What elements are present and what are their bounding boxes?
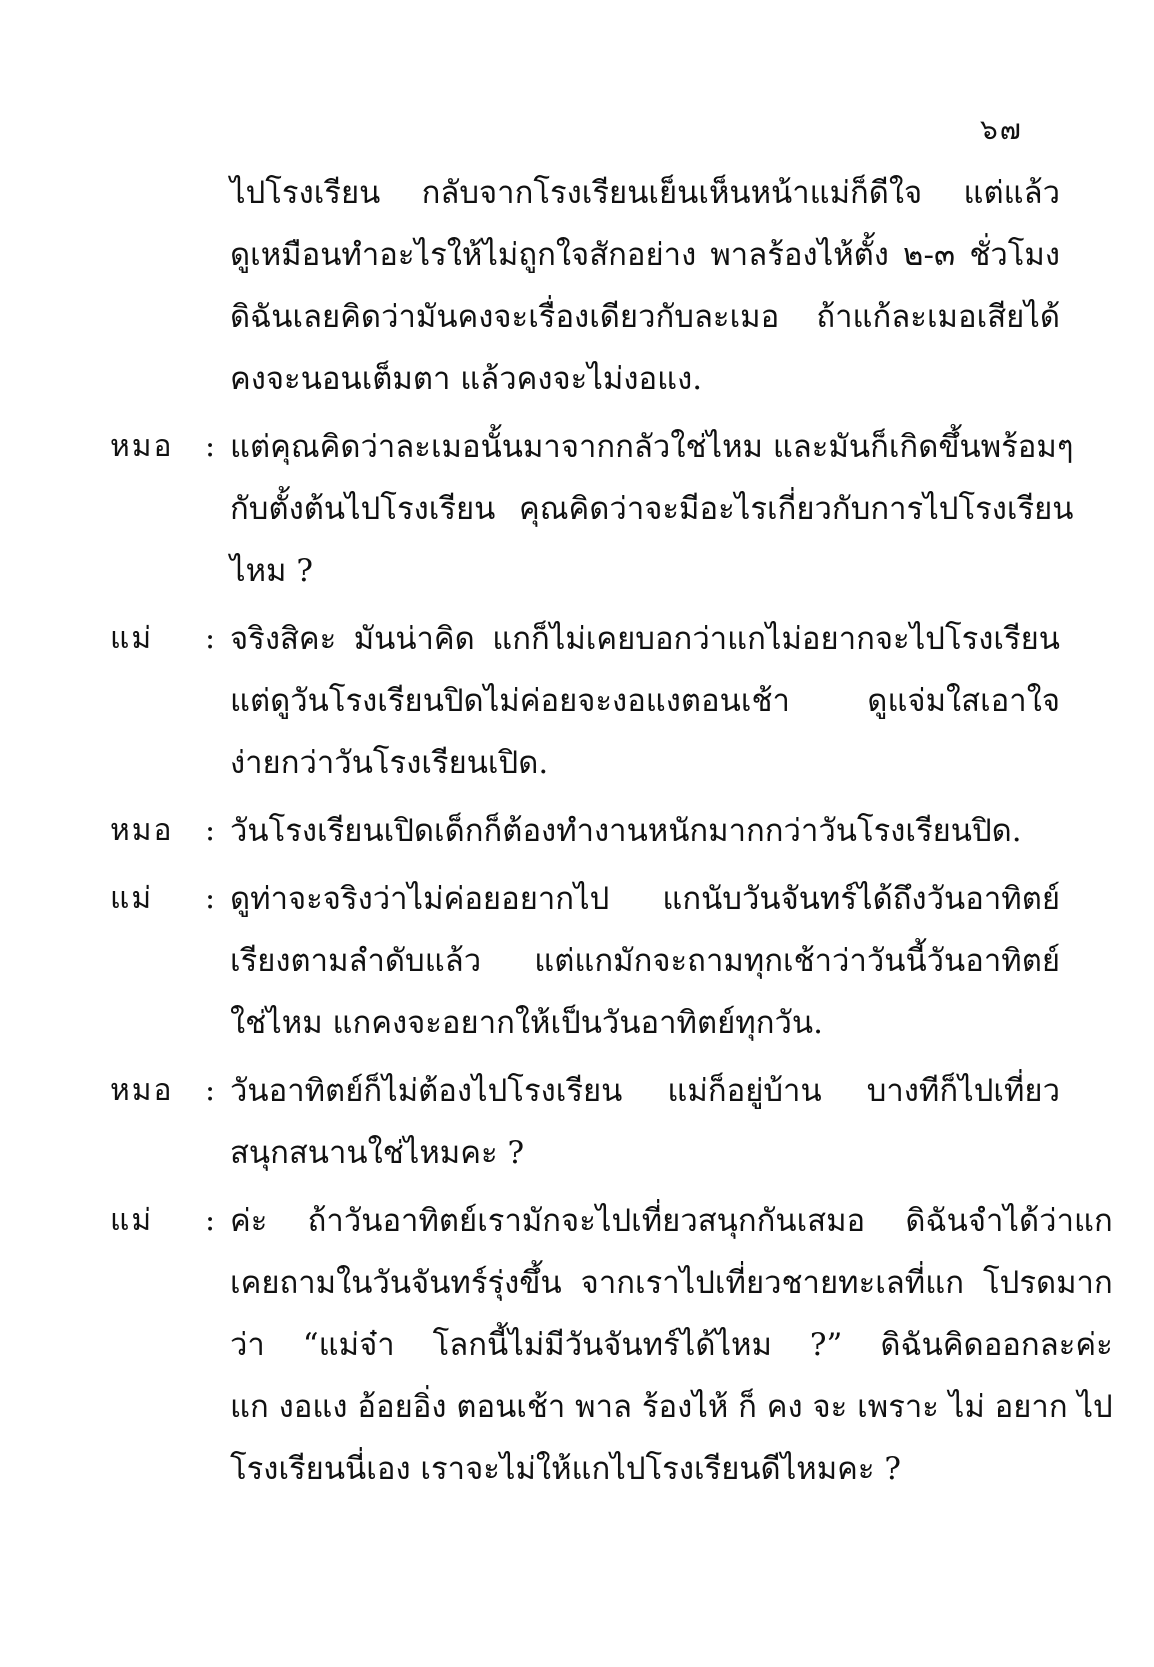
text-line: โรงเรียนนี่เอง เราจะไม่ให้แกไปโรงเรียนดีไหมคะ ? bbox=[230, 1451, 902, 1487]
text-line: แก งอแง อ้อยอิ่ง ตอนเช้า พาล ร้องไห้ ก็ คง จะ เพราะ ไม่ อยาก ไป bbox=[230, 1389, 1113, 1425]
text-line: ไปโรงเรียน กลับจากโรงเรียนเย็นเห็นหน้าแม่ก็ดีใจ แต่แล้ว bbox=[230, 175, 1060, 211]
speaker-colon: : bbox=[204, 1073, 216, 1108]
text-line: แต่คุณคิดว่าละเมอนั้นมาจากกลัวใช่ไหม และมันก็เกิดขึ้นพร้อมๆ bbox=[230, 429, 1074, 465]
text-line: ว่า “แม่จ๋า โลกนี้ไม่มีวันจันทร์ได้ไหม ?” ดิฉันคิดออกละค่ะ bbox=[230, 1327, 1113, 1363]
text-line: คงจะนอนเต็มตา แล้วคงจะไม่งอแง. bbox=[230, 361, 703, 397]
speaker-label: แม่ bbox=[110, 1203, 154, 1238]
text-line: เคยถามในวันจันทร์รุ่งขึ้น จากเราไปเที่ยวชายทะเลที่แก โปรดมาก bbox=[230, 1265, 1113, 1301]
speaker-colon: : bbox=[204, 881, 216, 916]
intro-paragraph bbox=[230, 162, 1060, 410]
speaker-label: หมอ bbox=[110, 1073, 174, 1108]
speech-text bbox=[230, 800, 1060, 862]
text-line: ดิฉันเลยคิดว่ามันคงจะเรื่องเดียวกับละเมอ ถ้าแก้ละเมอเสียได้ bbox=[230, 299, 1060, 335]
text-line: ง่ายกว่าวันโรงเรียนเปิด. bbox=[230, 745, 549, 781]
text-line: ดูท่าจะจริงว่าไม่ค่อยอยากไป แกนับวันจันทร์ได้ถึงวันอาทิตย์ bbox=[230, 881, 1060, 917]
speaker-colon: : bbox=[204, 813, 216, 848]
text-line: ค่ะ ถ้าวันอาทิตย์เรามักจะไปเที่ยวสนุกกันเสมอ ดิฉันจำได้ว่าแก bbox=[230, 1203, 1113, 1239]
text-line: วันโรงเรียนเปิดเด็กก็ต้องทำงานหนักมากกว่าวันโรงเรียนปิด. bbox=[230, 813, 1022, 849]
text-line: แต่ดูวันโรงเรียนปิดไม่ค่อยจะงอแงตอนเช้า ดูแจ่มใสเอาใจ bbox=[230, 683, 1060, 719]
dialogue-turn-mother bbox=[110, 608, 1060, 794]
text-line: ไหม ? bbox=[230, 553, 313, 589]
text-line: ใช่ไหม แกคงจะอยากให้เป็นวันอาทิตย์ทุกวัน. bbox=[230, 1005, 823, 1041]
speaker-label: หมอ bbox=[110, 429, 174, 464]
text-line: จริงสิคะ มันน่าคิด แกก็ไม่เคยบอกว่าแกไม่อยากจะไปโรงเรียน bbox=[230, 621, 1060, 657]
dialogue-turn-doctor bbox=[110, 1060, 1060, 1184]
dialogue-turn-doctor bbox=[110, 800, 1060, 862]
dialogue-turn-mother bbox=[110, 1190, 1113, 1500]
speaker-label: แม่ bbox=[110, 621, 154, 656]
page-number: ๖๗ bbox=[980, 113, 1023, 146]
speech-text bbox=[230, 868, 1060, 1054]
text-line: สนุกสนานใช่ไหมคะ ? bbox=[230, 1135, 525, 1171]
dialogue-turn-mother bbox=[110, 868, 1060, 1054]
page-content bbox=[110, 162, 1113, 1500]
speech-text bbox=[230, 608, 1060, 794]
text-line: ดูเหมือนทำอะไรให้ไม่ถูกใจสักอย่าง พาลร้องไห้ตั้ง ๒-๓ ชั่วโมง bbox=[230, 237, 1060, 273]
text-line: กับตั้งต้นไปโรงเรียน คุณคิดว่าจะมีอะไรเกี่ยวกับการไปโรงเรียน bbox=[230, 491, 1074, 527]
speaker-colon: : bbox=[204, 429, 216, 464]
text-line: วันอาทิตย์ก็ไม่ต้องไปโรงเรียน แม่ก็อยู่บ้าน บางทีก็ไปเที่ยว bbox=[230, 1073, 1060, 1109]
text-line: เรียงตามลำดับแล้ว แต่แกมักจะถามทุกเช้าว่าวันนี้วันอาทิตย์ bbox=[230, 943, 1060, 979]
speaker-label: หมอ bbox=[110, 813, 174, 848]
speech-text bbox=[230, 1060, 1060, 1184]
dialogue-turn-doctor bbox=[110, 416, 1074, 602]
speech-text bbox=[230, 416, 1074, 602]
speaker-colon: : bbox=[204, 621, 216, 656]
speech-text bbox=[230, 1190, 1113, 1500]
speaker-colon: : bbox=[204, 1203, 216, 1238]
speaker-label: แม่ bbox=[110, 881, 154, 916]
